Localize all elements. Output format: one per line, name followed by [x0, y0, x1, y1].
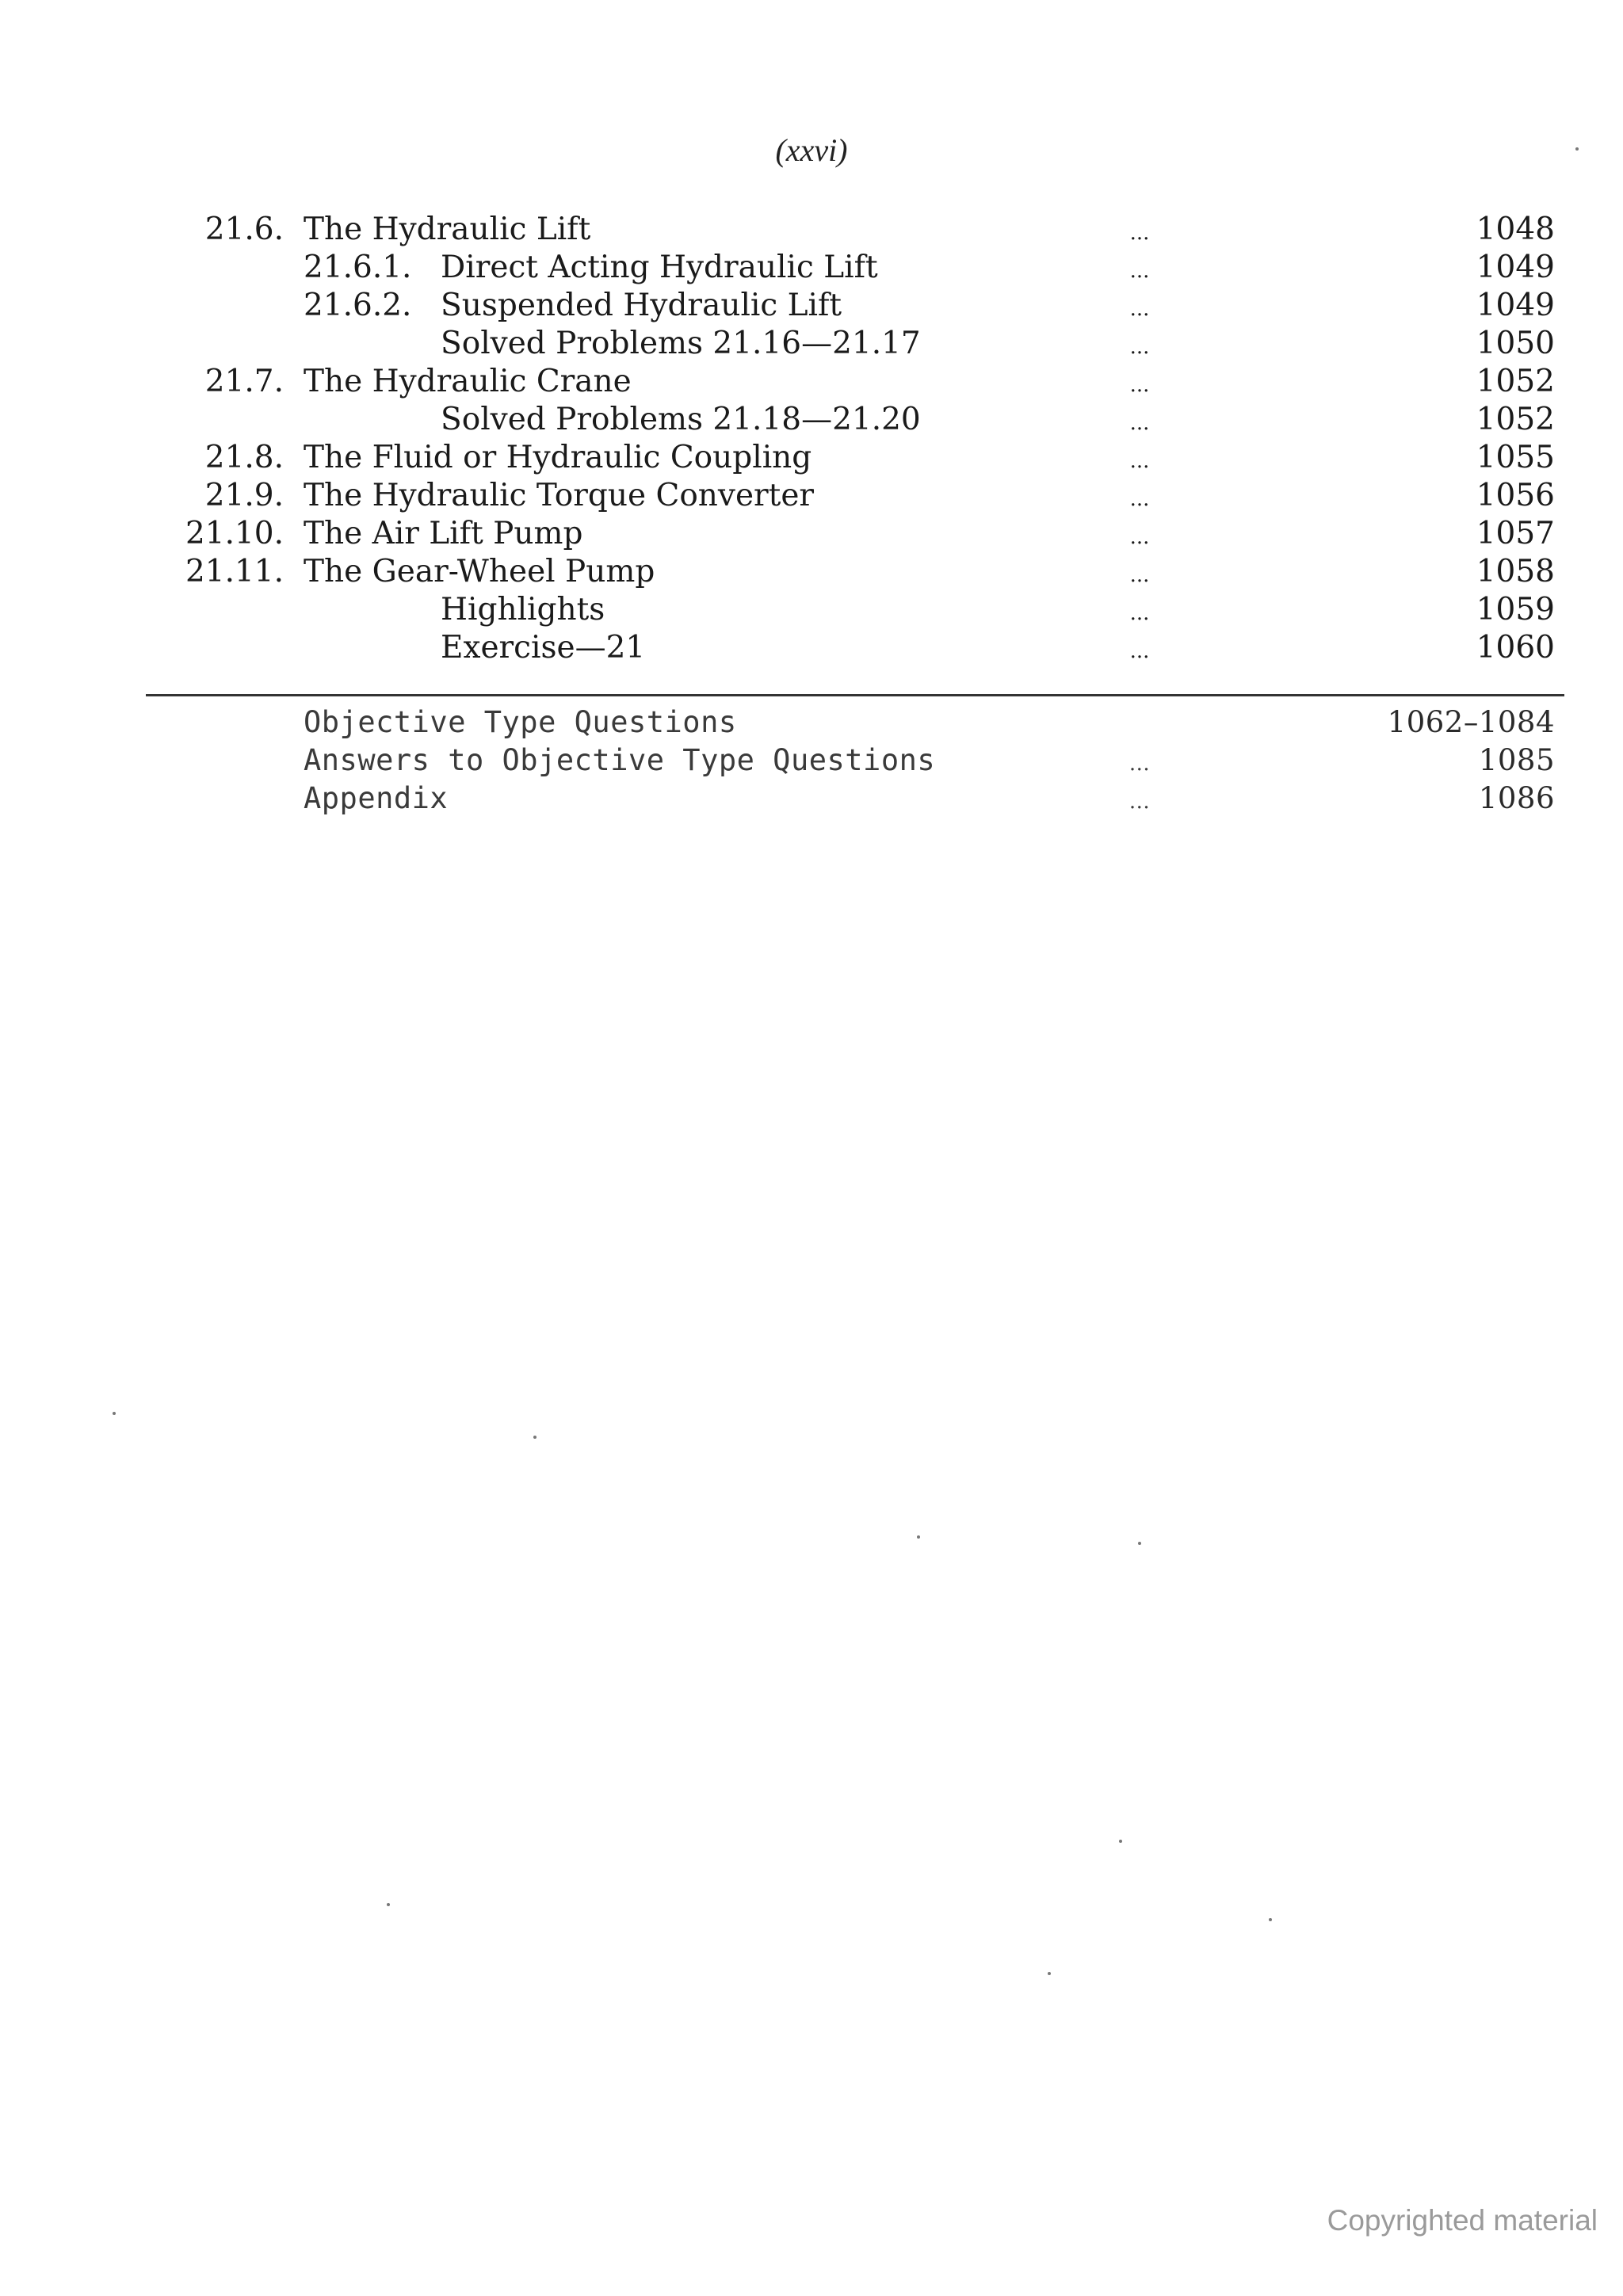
toc-entry[interactable]: [0, 553, 1623, 591]
toc-leader: ...: [1129, 449, 1150, 473]
back-matter-entry[interactable]: [0, 780, 1623, 818]
toc-entry[interactable]: [0, 591, 1623, 629]
toc-leader: ...: [1129, 335, 1150, 359]
toc-entry-title: The Fluid or Hydraulic Coupling: [304, 440, 812, 475]
toc-entry-page: 1056: [1476, 478, 1555, 513]
toc-entry[interactable]: [0, 211, 1623, 249]
toc-entry-title: Exercise—21: [441, 630, 646, 666]
back-matter-entry[interactable]: [0, 704, 1623, 742]
scan-speck: [1048, 1972, 1051, 1975]
toc-entry-page: 1062–1084: [1387, 705, 1555, 739]
toc-entry[interactable]: [0, 401, 1623, 439]
toc-entry-number: 21.6.: [204, 212, 284, 247]
page-number: (xxvi): [775, 132, 848, 168]
toc-entry-page: 1055: [1476, 440, 1555, 475]
toc-entry-title: Direct Acting Hydraulic Lift: [441, 250, 878, 285]
toc-entry-title: The Air Lift Pump: [304, 516, 583, 551]
toc-entry[interactable]: [0, 629, 1623, 667]
toc-entry[interactable]: [0, 325, 1623, 363]
toc-entry-page: 1086: [1478, 781, 1555, 815]
toc-leader: ...: [1128, 790, 1151, 814]
toc-entry-page: 1048: [1476, 212, 1555, 247]
copyright-notice: Copyrighted material: [1327, 2204, 1598, 2237]
toc-leader: ...: [1129, 221, 1150, 245]
toc-entry-number: 21.6.1.: [304, 250, 412, 285]
toc-leader: ...: [1129, 297, 1150, 321]
toc-entry-page: 1052: [1476, 364, 1555, 399]
toc-entry-title: Solved Problems 21.18—21.20: [441, 402, 921, 437]
scan-speck: [113, 1412, 116, 1415]
toc-entry-page: 1059: [1476, 592, 1555, 627]
scan-speck: [1119, 1840, 1122, 1843]
toc-entry-number: 21.10.: [185, 516, 284, 551]
toc-entry-number: 21.9.: [204, 478, 284, 513]
toc-leader: ...: [1129, 601, 1150, 625]
toc-leader: ...: [1129, 373, 1150, 397]
toc-entry-number: 21.7.: [204, 364, 284, 399]
toc-entry-page: 1060: [1476, 630, 1555, 666]
toc-leader: ...: [1128, 752, 1151, 776]
toc-entry-title: The Hydraulic Lift: [304, 212, 591, 247]
toc-entry-title: Solved Problems 21.16—21.17: [441, 326, 921, 361]
toc-entry[interactable]: [0, 249, 1623, 287]
scan-speck: [1575, 147, 1579, 151]
toc-leader: ...: [1129, 411, 1150, 435]
toc-entry[interactable]: [0, 439, 1623, 477]
toc-entry-number: 21.8.: [204, 440, 284, 475]
toc-entry[interactable]: [0, 363, 1623, 401]
toc-entry[interactable]: [0, 515, 1623, 553]
scan-speck: [533, 1436, 537, 1439]
toc-entry-title: Suspended Hydraulic Lift: [441, 288, 842, 323]
toc-entry-page: 1058: [1476, 554, 1555, 589]
section-divider: [146, 694, 1564, 696]
toc-entry[interactable]: [0, 287, 1623, 325]
toc-entry-page: 1085: [1478, 743, 1555, 777]
table-of-contents: [0, 211, 1623, 667]
toc-entry-number: 21.11.: [185, 554, 284, 589]
scan-speck: [1269, 1918, 1272, 1921]
toc-entry-page: 1057: [1476, 516, 1555, 551]
toc-entry-title: The Hydraulic Torque Converter: [304, 478, 815, 513]
toc-entry-page: 1049: [1476, 250, 1555, 285]
toc-entry-title: Appendix: [304, 781, 449, 815]
back-matter: [0, 704, 1623, 818]
toc-entry-page: 1049: [1476, 288, 1555, 323]
toc-entry-number: 21.6.2.: [304, 288, 412, 323]
toc-leader: ...: [1129, 639, 1150, 663]
toc-leader: ...: [1129, 525, 1150, 549]
toc-entry-title: The Gear-Wheel Pump: [304, 554, 655, 589]
toc-entry-title: Objective Type Questions: [304, 705, 737, 739]
toc-leader: ...: [1129, 259, 1150, 283]
toc-leader: ...: [1129, 487, 1150, 511]
toc-entry-title: The Hydraulic Crane: [304, 364, 632, 399]
toc-entry-page: 1052: [1476, 402, 1555, 437]
scan-speck: [387, 1903, 390, 1906]
scan-speck: [1138, 1542, 1141, 1545]
toc-entry-page: 1050: [1476, 326, 1555, 361]
toc-leader: ...: [1129, 563, 1150, 587]
toc-entry-title: Highlights: [441, 592, 605, 627]
toc-entry[interactable]: [0, 477, 1623, 515]
back-matter-entry[interactable]: [0, 742, 1623, 780]
scan-speck: [917, 1535, 920, 1539]
toc-entry-title: Answers to Objective Type Questions: [304, 743, 936, 777]
